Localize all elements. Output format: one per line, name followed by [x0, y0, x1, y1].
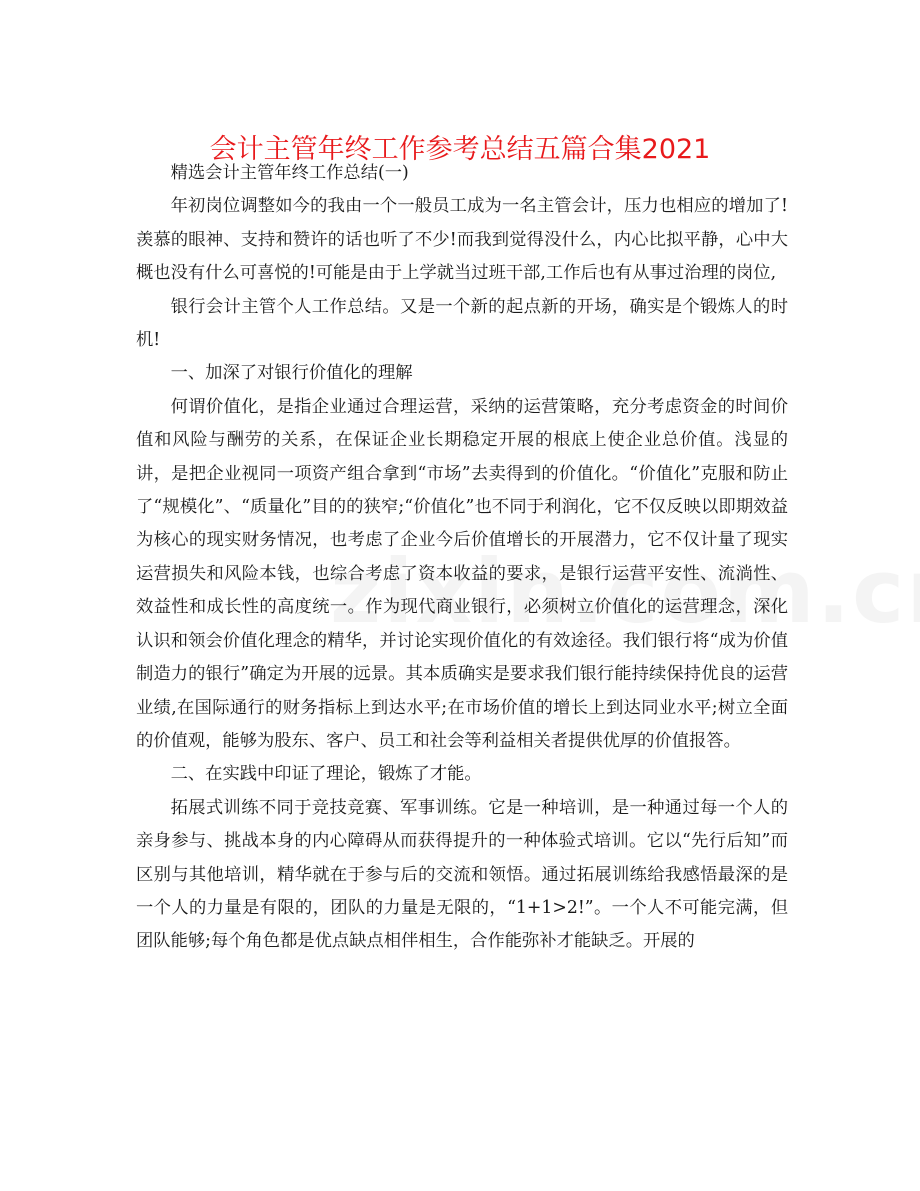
document-title: 会计主管年终工作参考总结五篇合集2021 — [209, 134, 711, 166]
paragraph: 年初岗位调整如今的我由一个一般员工成为一名主管会计，压力也相应的增加了!羡慕的眼神、支持和赞许的话也听了不少!而我到觉得没什么，内心比拟平静，心中大概也没有什么可喜悦的!可能是由于上学就当过班干部,工作后也有从事过治理的岗位, — [136, 196, 788, 284]
paragraph: 拓展式训练不同于竞技竞赛、军事训练。它是一种培训，是一种通过每一个人的亲身参与、挑战本身的内心障碍从而获得提升的一种体验式培训。它以“先行后知”而区别与其他培训，精华就在于参与后的交流和领悟。通过拓展训练给我感悟最深的是一个人的力量是有限的，团队的力量是无限的，“1+1>2!”。一个人不可能完满，但团队能够;每个角色都是优点缺点相伴相生，合作能弥补才能缺乏。开展的 — [136, 797, 788, 952]
section-heading: 一、加深了对银行价值化的理解 — [170, 363, 413, 384]
section-heading: 二、在实践中印证了理论，锻炼了才能。 — [170, 764, 482, 785]
document-body — [136, 157, 788, 959]
paragraph: 何谓价值化，是指企业通过合理运营，采纳的运营策略，充分考虑资金的时间价值和风险与酬劳的关系，在保证企业长期稳定开展的根底上使企业总价值。浅显的讲，是把企业视同一项资产组合拿到“市场”去卖得到的价值化。“价值化”克服和防止了“规模化”、“质量化”目的的狭窄;“价值化”也不同于利润化，它不仅反映以即期效益为核心的现实财务情况，也考虑了企业今后价值增长的开展潜力，它不仅计量了现实运营损失和风险本钱，也综合考虑了资本收益的要求，是银行运营平安性、流淌性、效益性和成长性的高度统一。作为现代商业银行，必须树立价值化的运营理念，深化认识和领会价值化理念的精华，并讨论实现价值化的有效途径。我们银行将“成为价值制造力的银行”确定为开展的远景。其本质确实是要求我们银行能持续保持优良的运营业绩,在国际通行的财务指标上到达水平;在市场价值的增长上到达同业水平;树立全面的价值观，能够为股东、客户、员工和社会等利益相关者提供优厚的价值报答。 — [136, 396, 788, 751]
paragraph: 银行会计主管个人工作总结。又是一个新的起点新的开场，确实是个锻炼人的时机! — [136, 296, 788, 351]
section-heading: 精选会计主管年终工作总结(一) — [170, 163, 409, 183]
